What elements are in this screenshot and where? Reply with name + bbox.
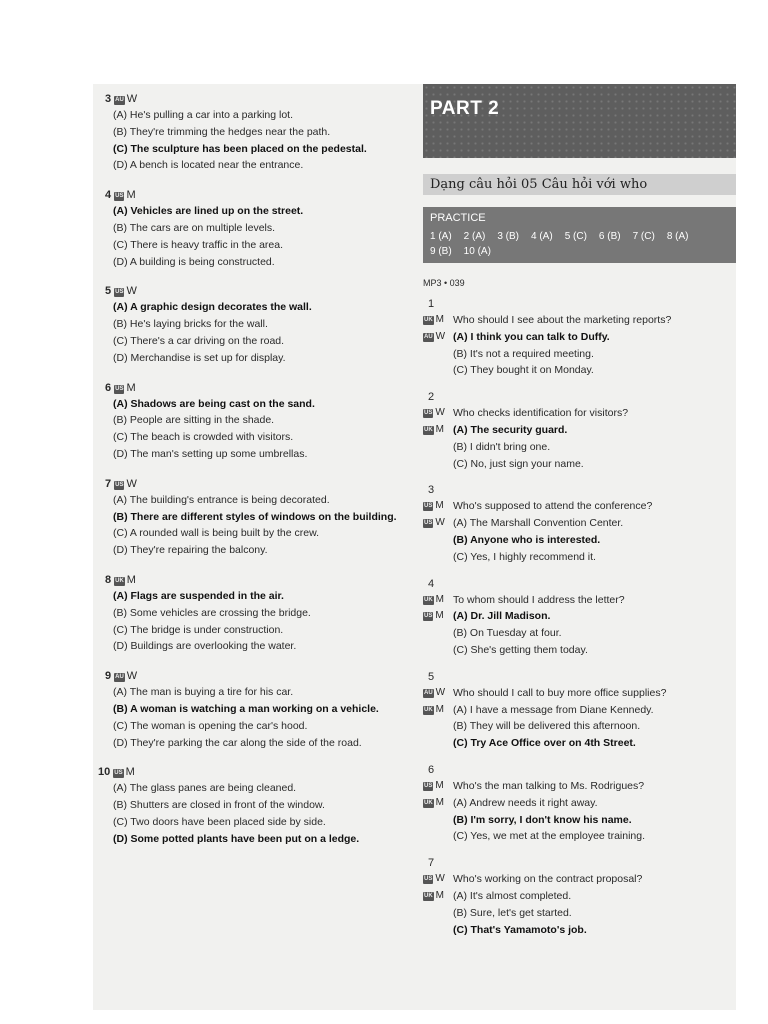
speaker-cell (423, 718, 453, 735)
dialogue-line (423, 532, 736, 549)
accent-badge: UK (424, 799, 433, 806)
dialogue-text: (C) Yes, I highly recommend it. (453, 550, 596, 563)
accent-badge: UK (424, 706, 433, 713)
question-number: 5 (105, 285, 112, 298)
accent-badge: AU (424, 333, 433, 340)
dialogue-text: (C) No, just sign your name. (453, 457, 584, 470)
speaker-cell (423, 812, 453, 829)
practice-answer: 1 (A) (430, 231, 452, 242)
dialogue-line (423, 795, 736, 812)
answer-option: (D) A building is being constructed. (113, 255, 275, 268)
speaker-cell (423, 346, 453, 363)
part1-answer-column (93, 92, 408, 862)
dialogue-text: (A) I have a message from Diane Kennedy. (453, 703, 654, 716)
speaker-label: W (435, 330, 446, 342)
practice-answer: 5 (C) (564, 231, 587, 242)
speaker-cell (423, 642, 453, 659)
answer-option: (D) A bench is located near the entrance. (113, 159, 304, 172)
dialogue-line (423, 828, 736, 845)
dialogue-text: Who should I call to buy more office supplies? (453, 686, 667, 699)
answer-option: (B) There are different styles of windows on the building. (113, 510, 397, 523)
question-block (93, 381, 408, 463)
answer-option: (A) Flags are suspended in the air. (113, 589, 284, 602)
question-header (105, 381, 408, 396)
accent-badge: US (115, 481, 124, 488)
answer-option: (B) He's laying bricks for the wall. (113, 318, 268, 331)
accent-badge: UK (424, 426, 433, 433)
dialogue-line (423, 329, 736, 346)
dialogue-line (423, 422, 736, 439)
speaker-label: M (435, 593, 445, 605)
question-number: 1 (428, 298, 435, 310)
dialogue-text: Who's the man talking to Ms. Rodrigues? (453, 779, 645, 792)
dialogue-text: (A) The security guard. (453, 423, 568, 436)
dialogue-text: (C) Try Ace Office over on 4th Street. (453, 737, 636, 750)
dialogue-text: (B) It's not a required meeting. (453, 347, 594, 360)
accent-badge: US (115, 385, 124, 392)
question-number: 3 (428, 484, 435, 497)
dialogue-line (423, 608, 736, 625)
accent-badge: US (424, 520, 433, 527)
speaker-cell (423, 828, 453, 845)
answer-option: (C) A rounded wall is being built by the crew. (113, 527, 320, 540)
question-block (93, 477, 408, 559)
dialogue-text: (B) Sure, let's get started. (453, 906, 572, 919)
answer-option: (C) There is heavy traffic in the area. (113, 238, 284, 251)
dialogue-line (423, 456, 736, 473)
question-block (423, 482, 736, 565)
dialogue-text: (C) Yes, we met at the employee training. (453, 830, 646, 843)
question-header (105, 669, 408, 684)
question-header (105, 92, 408, 107)
practice-answer: 8 (A) (666, 231, 689, 242)
speaker-cell (423, 532, 453, 549)
question-block (423, 762, 736, 845)
dialogue-text: (C) She's getting them today. (453, 643, 588, 656)
dialogue-text: (B) Anyone who is interested. (453, 533, 601, 546)
speaker-cell (423, 362, 453, 379)
practice-answer: 6 (B) (598, 231, 621, 242)
practice-answer: 4 (A) (531, 231, 553, 242)
dialogue-line (423, 439, 736, 456)
question-block (93, 92, 408, 174)
speaker-cell (423, 871, 453, 888)
question-block (93, 573, 408, 655)
question-number: 5 (428, 670, 435, 683)
speaker-cell (423, 422, 453, 439)
dialogue-text: (C) They bought it on Monday. (453, 364, 594, 377)
answer-option: (D) The man's setting up some umbrellas. (113, 447, 308, 460)
dialogue-line (423, 888, 736, 905)
accent-badge: US (424, 782, 433, 789)
question-block (93, 284, 408, 366)
speaker-label: M (435, 610, 444, 622)
speaker-label: M (126, 573, 136, 586)
accent-badge: US (424, 613, 433, 620)
answer-option: (B) Some vehicles are crossing the bridge. (113, 606, 311, 619)
dialogue-text: Who's working on the contract proposal? (453, 873, 643, 886)
question-number: 8 (105, 573, 112, 586)
question-block (423, 296, 736, 379)
part2-column (423, 84, 736, 948)
speaker-cell (423, 439, 453, 456)
question-block (423, 576, 736, 659)
part-header (423, 84, 736, 158)
question-header (98, 765, 408, 780)
speaker-label: M (435, 779, 444, 791)
answer-option: (D) Some potted plants have been put on a ledge. (113, 832, 360, 845)
dialogue-line (423, 362, 736, 379)
question-block (423, 855, 736, 938)
question-block (93, 669, 408, 751)
speaker-cell (423, 735, 453, 752)
part2-questions (423, 296, 736, 938)
dialogue-text: (A) It's almost completed. (453, 889, 572, 902)
speaker-cell (423, 922, 453, 939)
speaker-cell (423, 795, 453, 812)
dialogue-line (423, 905, 736, 922)
answer-option: (C) Two doors have been placed side by side. (113, 815, 326, 828)
speaker-cell (423, 405, 453, 422)
question-block (423, 389, 736, 472)
dialogue-line (423, 549, 736, 566)
answer-option: (B) The cars are on multiple levels. (113, 221, 276, 234)
speaker-label: M (435, 423, 445, 435)
dialogue-text: (A) Dr. Jill Madison. (453, 610, 551, 623)
speaker-label: M (126, 189, 136, 202)
answer-option: (D) Buildings are overlooking the water. (113, 640, 297, 653)
speaker-label: W (126, 477, 137, 490)
question-number: 6 (105, 381, 112, 394)
answer-option: (B) People are sitting in the shade. (113, 414, 275, 427)
speaker-label: W (435, 686, 446, 698)
answer-option: (C) The sculpture has been placed on the pedestal. (113, 142, 367, 155)
dialogue-line (423, 592, 736, 609)
accent-badge: AU (115, 674, 124, 681)
dialogue-text: (B) I didn't bring one. (453, 440, 551, 453)
answer-option: (A) Shadows are being cast on the sand. (113, 397, 315, 410)
accent-badge: US (424, 876, 433, 883)
dialogue-line (423, 735, 736, 752)
accent-badge: US (424, 503, 433, 510)
dialogue-line (423, 642, 736, 659)
accent-badge: AU (424, 689, 433, 696)
answer-option: (A) Vehicles are lined up on the street. (113, 205, 304, 218)
answer-option: (C) There's a car driving on the road. (113, 334, 285, 347)
accent-badge: UK (424, 596, 433, 603)
dialogue-text: Who should I see about the marketing reports? (453, 314, 672, 326)
question-header (105, 284, 408, 299)
accent-badge: UK (424, 892, 433, 899)
part-title: PART 2 (430, 98, 500, 119)
dialogue-line (423, 871, 736, 888)
speaker-label: M (126, 381, 136, 394)
dialogue-text: (A) Andrew needs it right away. (453, 796, 598, 809)
dialogue-line (423, 405, 736, 422)
accent-badge: US (115, 193, 124, 200)
dialogue-text: Who checks identification for visitors? (453, 407, 629, 420)
accent-badge: US (114, 770, 123, 777)
question-number: 3 (105, 93, 112, 105)
question-number: 4 (105, 189, 112, 202)
speaker-cell (423, 608, 453, 625)
speaker-cell (423, 498, 453, 515)
answer-option: (C) The bridge is under construction. (113, 623, 284, 636)
speaker-label: M (435, 796, 445, 808)
dialogue-line (423, 718, 736, 735)
accent-badge: US (424, 410, 433, 417)
practice-answer: 10 (A) (463, 246, 491, 257)
speaker-cell (423, 778, 453, 795)
speaker-label: W (435, 873, 445, 885)
answer-option: (C) The woman is opening the car's hood. (113, 719, 308, 732)
speaker-label: M (435, 703, 445, 715)
speaker-label: W (126, 285, 137, 298)
speaker-cell (423, 702, 453, 719)
speaker-cell (423, 685, 453, 702)
answer-option: (A) A graphic design decorates the wall. (113, 301, 312, 314)
question-number: 7 (105, 477, 112, 490)
speaker-cell (423, 515, 453, 532)
answer-option: (D) They're repairing the balcony. (113, 544, 268, 557)
speaker-cell (423, 456, 453, 473)
question-block (423, 669, 736, 752)
question-header (105, 477, 408, 492)
speaker-cell (423, 905, 453, 922)
answer-option: (A) He's pulling a car into a parking lot. (113, 109, 294, 121)
practice-title: PRACTICE (430, 212, 486, 224)
question-number: 2 (428, 391, 435, 404)
dialogue-line (423, 312, 736, 329)
answer-option: (B) A woman is watching a man working on a vehicle. (113, 702, 379, 715)
practice-answer: 3 (B) (497, 231, 520, 242)
question-number: 10 (98, 766, 111, 779)
dialogue-line (423, 685, 736, 702)
practice-answer: 7 (C) (632, 231, 655, 242)
answer-option: (D) They're parking the car along the side of the road. (113, 736, 362, 749)
answer-option: (B) Shutters are closed in front of the window. (113, 799, 325, 812)
question-number: 9 (105, 670, 112, 683)
dialogue-text: To whom should I address the letter? (453, 593, 625, 606)
dialogue-text: (B) They will be delivered this afternoon. (453, 720, 641, 733)
dialogue-text: (B) On Tuesday at four. (453, 627, 562, 640)
speaker-cell (423, 888, 453, 905)
dialogue-line (423, 778, 736, 795)
speaker-cell (423, 549, 453, 566)
practice-answer: 2 (A) (463, 231, 486, 242)
answer-option: (A) The man is buying a tire for his car. (113, 686, 294, 699)
dialogue-text: Who's supposed to attend the conference? (453, 500, 653, 513)
speaker-label: W (435, 517, 445, 529)
speaker-cell (423, 329, 453, 346)
practice-box (423, 207, 736, 263)
question-header (105, 188, 408, 203)
speaker-label: W (126, 670, 138, 683)
answer-option: (B) They're trimming the hedges near the path. (113, 125, 331, 138)
speaker-cell (423, 625, 453, 642)
question-number: 6 (428, 763, 435, 776)
speaker-cell (423, 312, 453, 329)
dialogue-line (423, 702, 736, 719)
speaker-label: W (126, 93, 138, 105)
speaker-label: W (435, 407, 445, 419)
dialogue-text: (C) That's Yamamoto's job. (453, 923, 587, 936)
answer-option: (A) The building's entrance is being decorated. (113, 493, 330, 506)
dialogue-line (423, 812, 736, 829)
question-block (93, 765, 408, 847)
speaker-label: M (125, 766, 135, 779)
practice-answers (430, 229, 729, 259)
speaker-cell (423, 592, 453, 609)
question-number: 7 (428, 857, 435, 870)
question-number: 4 (428, 577, 435, 590)
accent-badge: US (115, 289, 124, 296)
dialogue-line (423, 625, 736, 642)
mp3-label: MP3 • 039 (423, 278, 465, 288)
speaker-label: M (435, 314, 445, 325)
dialogue-line (423, 498, 736, 515)
answer-option: (D) Merchandise is set up for display. (113, 351, 286, 364)
question-header (105, 573, 408, 588)
dialogue-line (423, 346, 736, 363)
speaker-label: M (435, 500, 444, 512)
dialogue-line (423, 922, 736, 939)
scanned-page (93, 84, 736, 1010)
accent-badge: AU (115, 97, 124, 103)
dialogue-text: (B) I'm sorry, I don't know his name. (453, 813, 632, 826)
answer-option: (C) The beach is crowded with visitors. (113, 431, 294, 444)
accent-badge: UK (115, 577, 124, 584)
speaker-label: M (435, 889, 445, 901)
dialogue-text: (A) I think you can talk to Duffy. (453, 330, 610, 343)
question-block (93, 188, 408, 270)
dialogue-text: (A) The Marshall Convention Center. (453, 517, 624, 530)
practice-answer: 9 (B) (430, 246, 452, 257)
dialogue-line (423, 515, 736, 532)
answer-option: (A) The glass panes are being cleaned. (113, 782, 297, 795)
question-type-title: Dạng câu hỏi 05 Câu hỏi với who (423, 174, 736, 195)
accent-badge: UK (424, 317, 433, 323)
